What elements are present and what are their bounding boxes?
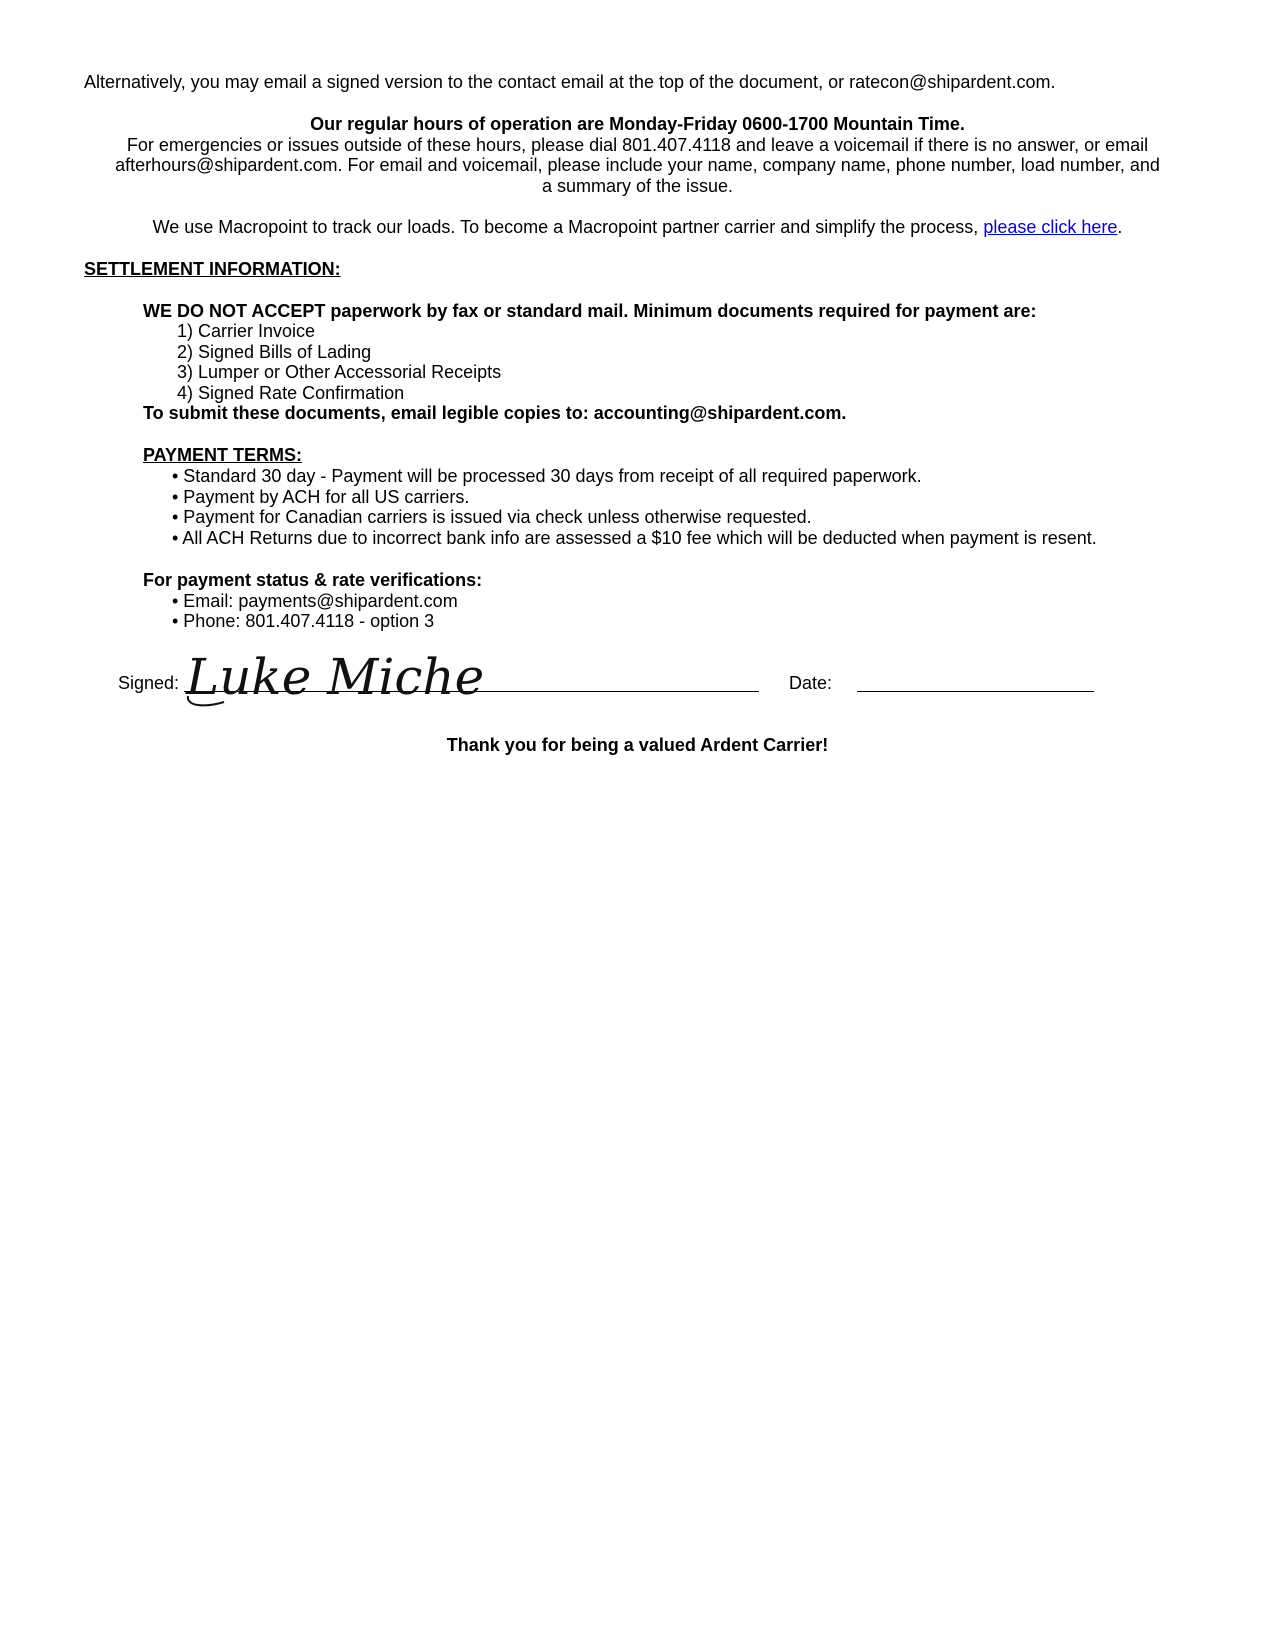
- emergency-line-1: For emergencies or issues outside of these hours, please dial 801.407.4118 and leave a voicemail if there is no answer, or email: [126, 135, 1149, 155]
- payment-term-item: • Payment by ACH for all US carriers.: [172, 487, 470, 507]
- emergency-line-3: a summary of the issue.: [541, 176, 734, 196]
- alt-email-line: Alternatively, you may email a signed version to the contact email at the top of the document, or ratecon@shipardent.com.: [84, 72, 1056, 92]
- payment-term-item: • All ACH Returns due to incorrect bank info are assessed a $10 fee which will be deducted when payment is resent.: [172, 528, 1097, 548]
- emergency-line-2: afterhours@shipardent.com. For email and voicemail, please include your name, company name, phone number, load number, and: [115, 155, 1160, 175]
- payment-term-item: • Standard 30 day - Payment will be processed 30 days from receipt of all required paperwork.: [172, 466, 922, 486]
- hours-heading: Our regular hours of operation are Monday-Friday 0600-1700 Mountain Time.: [310, 114, 965, 134]
- settlement-heading: SETTLEMENT INFORMATION:: [84, 259, 341, 279]
- document-item: 3) Lumper or Other Accessorial Receipts: [177, 362, 502, 382]
- date-label: Date:: [789, 673, 833, 693]
- date-line[interactable]: [857, 691, 1094, 692]
- signed-label: Signed:: [118, 673, 180, 693]
- macropoint-trailing: .: [1117, 217, 1123, 237]
- payment-terms-heading: PAYMENT TERMS:: [143, 445, 303, 465]
- document-item: 4) Signed Rate Confirmation: [177, 383, 405, 403]
- payment-status-item: • Phone: 801.407.4118 - option 3: [172, 611, 435, 631]
- payment-status-item: • Email: payments@shipardent.com: [172, 591, 458, 611]
- document-item: 1) Carrier Invoice: [177, 321, 316, 341]
- macropoint-link[interactable]: please click here: [983, 217, 1118, 237]
- thank-you-message: Thank you for being a valued Ardent Carrier!: [446, 735, 829, 755]
- signature-name: Luke Miche: [186, 648, 485, 706]
- handwritten-signature: [184, 646, 485, 714]
- macropoint-text: We use Macropoint to track our loads. To become a Macropoint partner carrier and simplify the process,: [152, 217, 979, 237]
- payment-term-item: • Payment for Canadian carriers is issued via check unless otherwise requested.: [172, 507, 812, 527]
- payment-status-heading: For payment status & rate verifications:: [143, 570, 483, 590]
- document-item: 2) Signed Bills of Lading: [177, 342, 372, 362]
- submit-instructions: To submit these documents, email legible copies to: accounting@shipardent.com.: [143, 403, 847, 423]
- no-accept-notice: WE DO NOT ACCEPT paperwork by fax or standard mail. Minimum documents required for payment are:: [143, 301, 1037, 321]
- macropoint-paragraph: [0, 217, 1275, 238]
